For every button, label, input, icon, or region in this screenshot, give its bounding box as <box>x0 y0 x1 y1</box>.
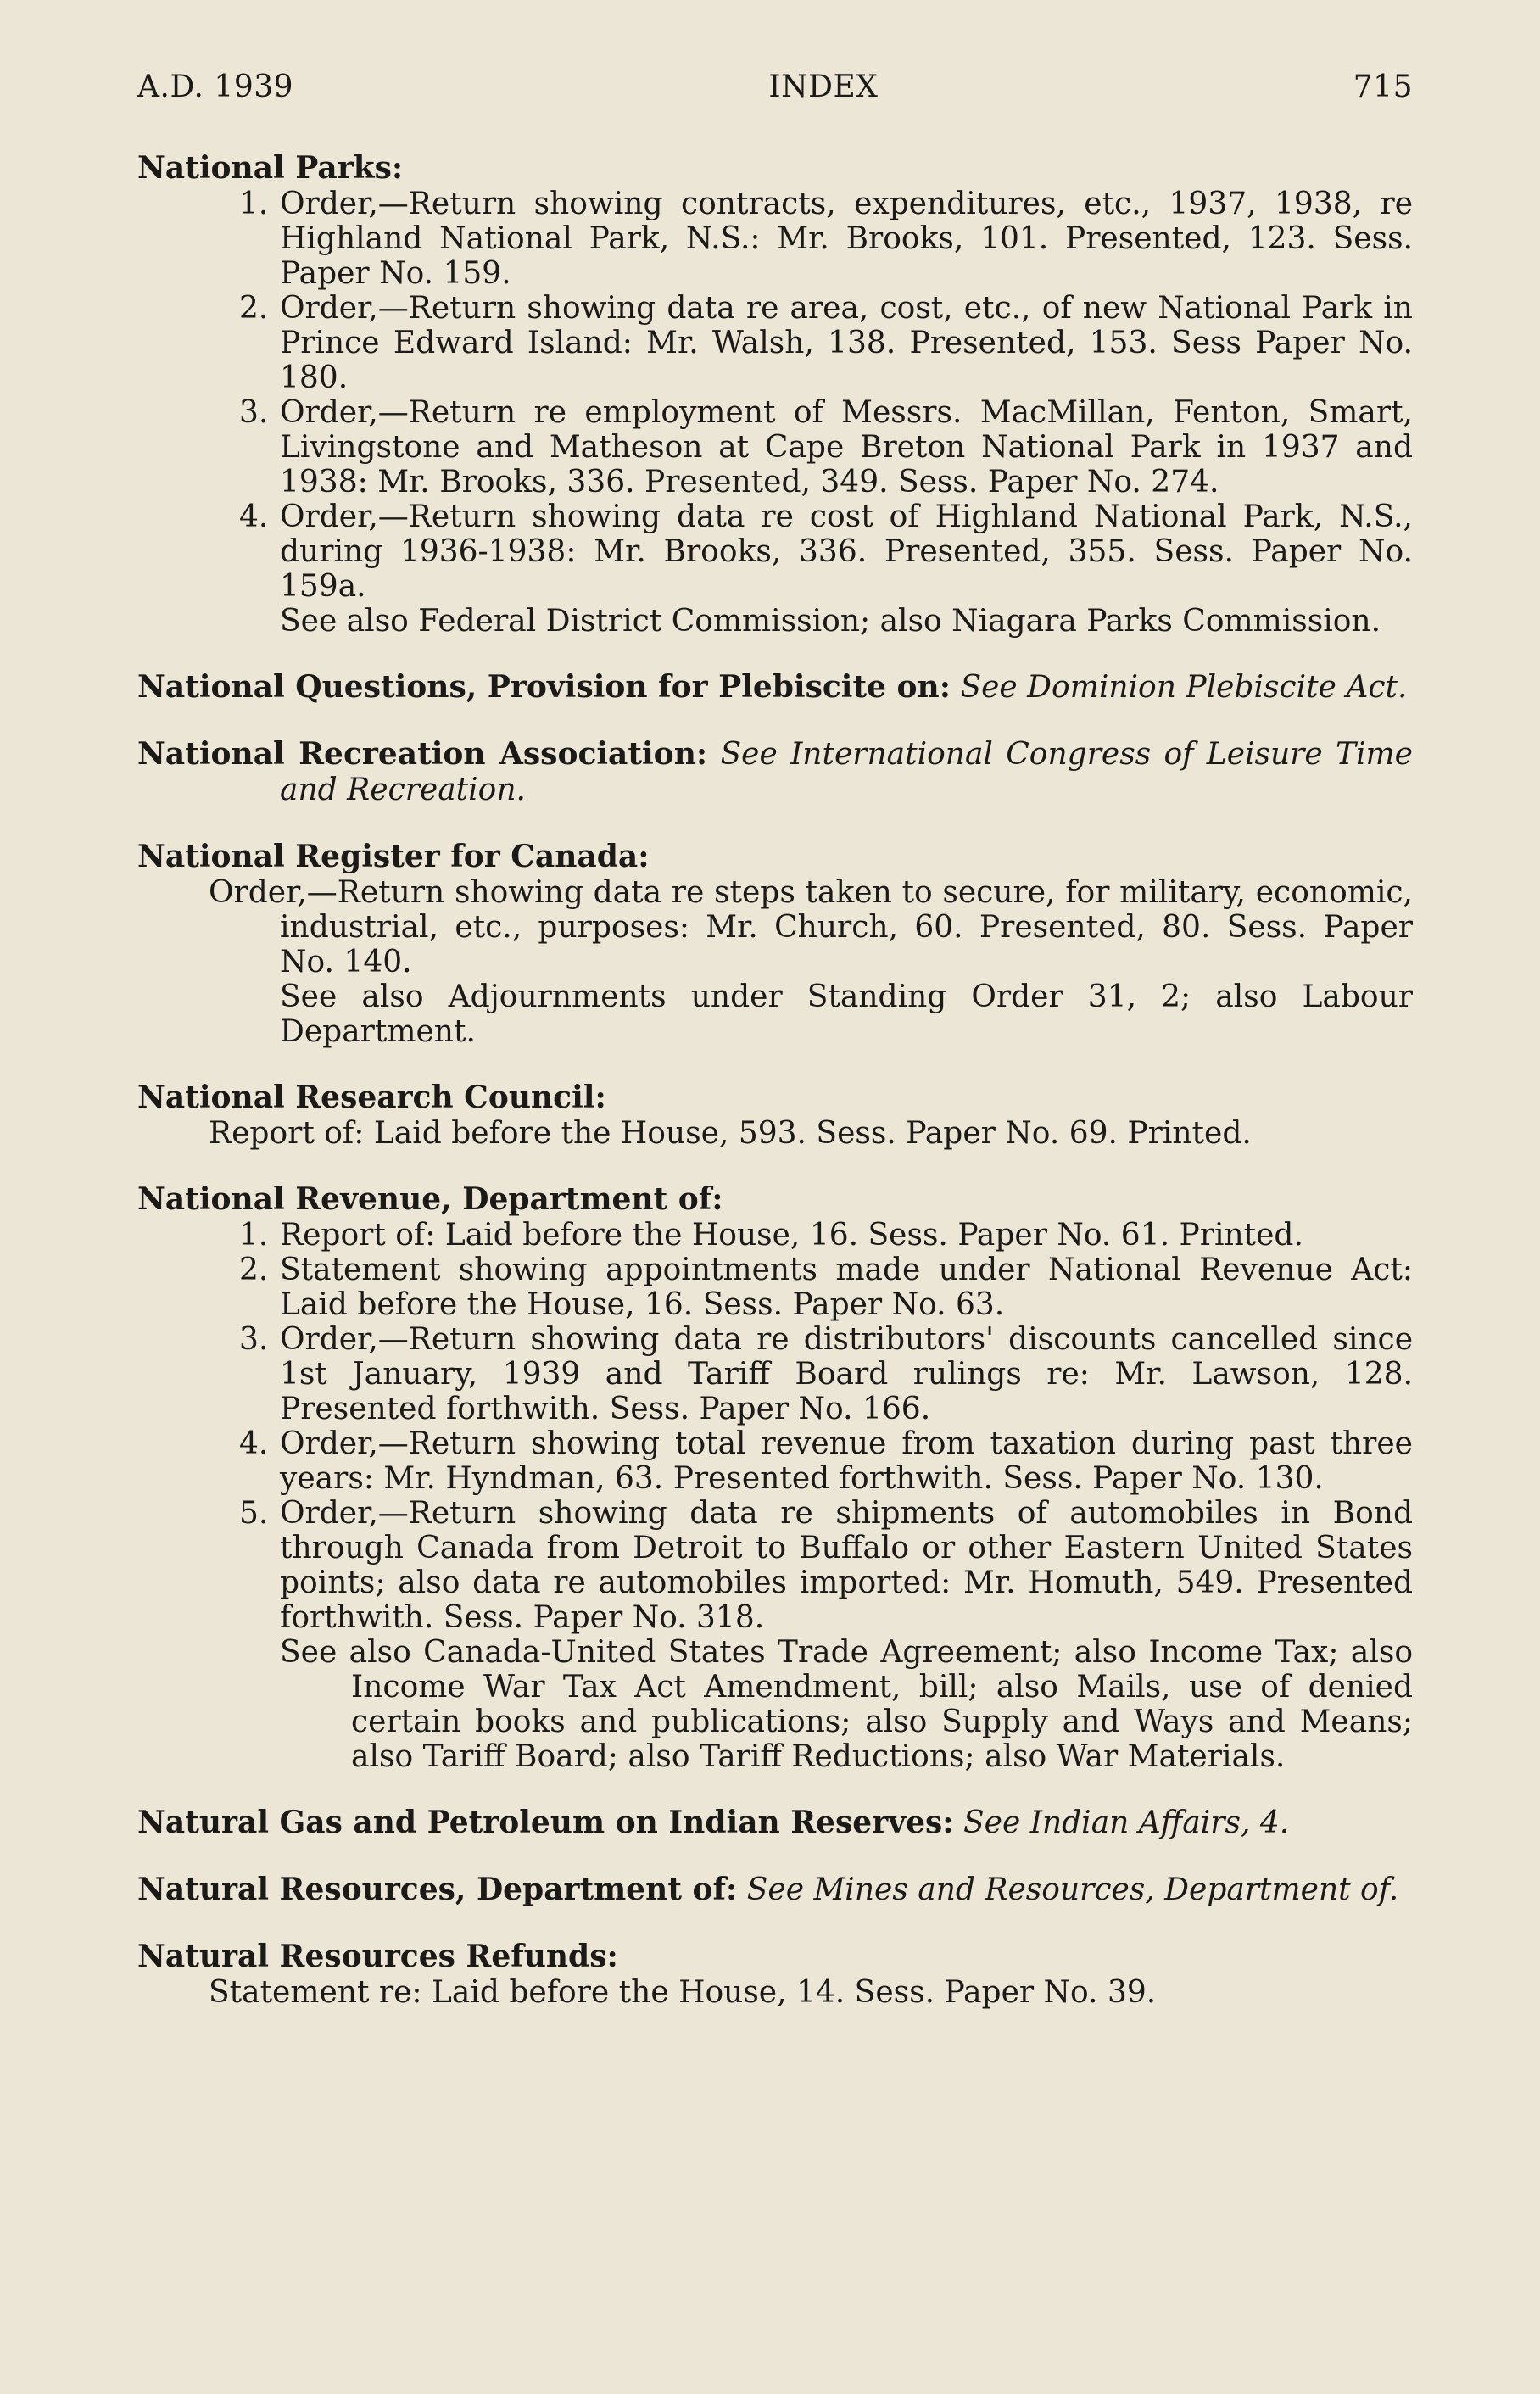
page-header <box>137 70 1413 104</box>
entry-national-register <box>137 839 1413 1049</box>
list-item: 2. Order,—Return showing data re area, cost, etc., of new National Park in Prince Edward Island: Mr. Walsh, 138. Presented, 153. Sess Paper No. 180. <box>239 291 1413 395</box>
entry-national-revenue <box>137 1181 1413 1774</box>
list-item: 4. Order,—Return showing data re cost of Highland National Park, N.S., during 1936-1938: Mr. Brooks, 336. Presented, 355. Sess. Paper No. 159a. <box>239 499 1413 604</box>
entry-text: Order,—Return showing data re steps taken to secure, for military, economic, industrial, etc., purposes: Mr. Church, 60. Presented, 80. Sess. Paper No. 140. <box>209 875 1413 979</box>
entry-heading: Natural Resources, Department of: <box>137 1872 738 1907</box>
list-item: 1. Report of: Laid before the House, 16. Sess. Paper No. 61. Printed. <box>239 1218 1303 1253</box>
entry-heading: National Register for Canada: <box>137 839 650 874</box>
entry-heading: National Recreation Association: <box>137 736 708 772</box>
entry-heading: Natural Resources Refunds: <box>137 1939 618 1974</box>
entry-heading: National Parks: <box>137 150 404 186</box>
entry-text: Statement re: Laid before the House, 14. Sess. Paper No. 39. <box>209 1975 1157 2010</box>
entry-natural-resources-dept <box>137 1872 1413 1908</box>
list-item: 5. Order,—Return showing data re shipments of automobiles in Bond through Canada from Detroit to Buffalo or other Eastern United States points; also data re automobiles imported: Mr. Homuth, 549. Presented forthwith. Sess. Paper No. 318. <box>239 1496 1413 1635</box>
list-item: 3. Order,—Return re employment of Messrs. MacMillan, Fenton, Smart, Livingstone and Matheson at Cape Breton National Park in 1937 and 1938: Mr. Brooks, 336. Presented, 349. Sess. Paper No. 274. <box>239 395 1413 499</box>
see-also: See also Canada-United States Trade Agreement; also Income Tax; also Income War Tax Act Amendment, bill; also Mails, use of denied certain books and publications; also Supply and Ways and Means; also Tariff Board; also Tariff Reductions; also War Materials. <box>280 1635 1413 1774</box>
entry-national-parks <box>137 150 1413 639</box>
list-item: 2. Statement showing appointments made under National Revenue Act: Laid before the House, 16. Sess. Paper No. 63. <box>239 1253 1413 1322</box>
entry-national-questions <box>137 669 1413 706</box>
cross-reference: See Indian Affairs, 4. <box>963 1805 1290 1840</box>
entry-heading: National Research Council: <box>137 1080 606 1115</box>
entry-national-recreation <box>137 736 1413 808</box>
see-also: See also Adjournments under Standing Order 31, 2; also Labour Department. <box>280 979 1413 1049</box>
list-item: 3. Order,—Return showing data re distributors' discounts cancelled since 1st January, 1939 and Tariff Board rulings re: Mr. Lawson, 128. Presented forthwith. Sess. Paper No. 166. <box>239 1322 1413 1426</box>
entry-natural-gas <box>137 1805 1413 1841</box>
cross-reference: See Dominion Plebiscite Act. <box>960 670 1408 705</box>
entry-national-research <box>137 1080 1413 1151</box>
entry-heading: National Revenue, Department of: <box>137 1181 723 1217</box>
header-year: A.D. 1939 <box>137 70 294 104</box>
cross-reference: See International Congress of Leisure Time and Recreation. <box>280 737 1413 807</box>
list-item: 1. Order,—Return showing contracts, expenditures, etc., 1937, 1938, re Highland National Park, N.S.: Mr. Brooks, 101. Presented, 123. Sess. Paper No. 159. <box>239 187 1413 291</box>
see-also: See also Federal District Commission; also Niagara Parks Commission. <box>280 604 1381 639</box>
entry-text: Report of: Laid before the House, 593. Sess. Paper No. 69. Printed. <box>209 1116 1252 1151</box>
cross-reference: See Mines and Resources, Department of. <box>746 1872 1399 1907</box>
entry-heading: National Questions, Provision for Plebiscite on: <box>137 669 951 705</box>
page-number: 715 <box>1353 70 1413 104</box>
entry-heading: Natural Gas and Petroleum on Indian Reserves: <box>137 1805 954 1840</box>
header-title: INDEX <box>768 70 879 104</box>
list-item: 4. Order,—Return showing total revenue from taxation during past three years: Mr. Hyndman, 63. Presented forthwith. Sess. Paper No. 130. <box>239 1426 1413 1496</box>
entry-natural-resources-refunds <box>137 1939 1413 2010</box>
